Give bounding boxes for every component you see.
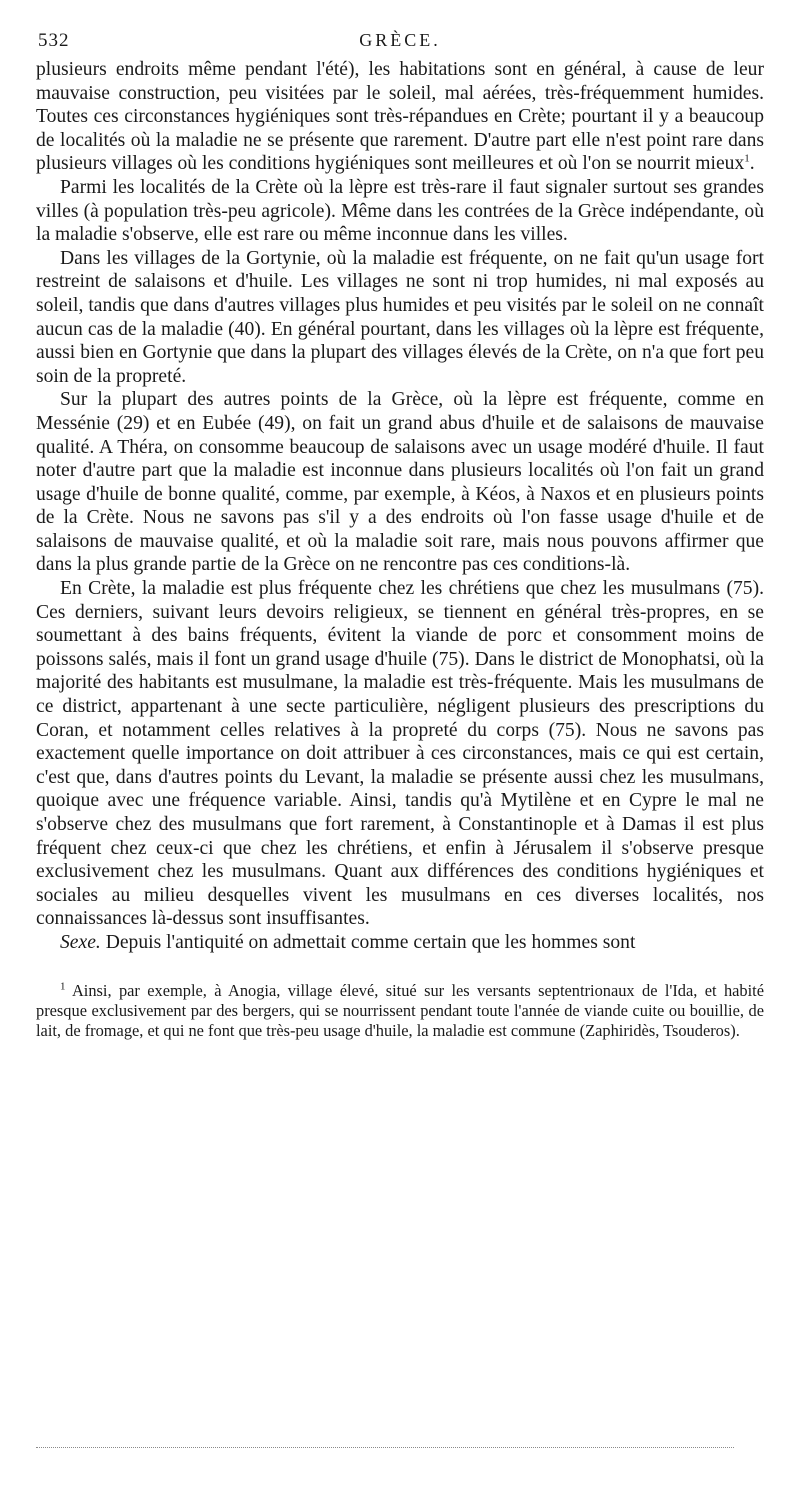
footnote-text: Ainsi, par exemple, à Anogia, village élevé, situé sur les versants septentrionaux de l'Ida, et habité presque exclusivement par des bergers, qui se nourrissent pendant toute l'année de viande cuite ou bouillie, de lait, de fromage, et qui ne font que très-peu usage d'huile, la maladie est commune (Zaphiridès, Tsouderos). <box>36 980 764 1041</box>
paragraph-continued <box>36 58 764 176</box>
footnote-mark: 1 <box>60 980 66 993</box>
paragraph-cities: Parmi les localités de la Crète où la lèpre est très-rare il faut signaler surtout ses grandes villes (à population très-peu agricole). Même dans les contrées de la Grèce indépendante, où la maladie s'observe, elle est rare ou même inconnue dans les villes. <box>36 176 764 246</box>
bottom-dotted-rule <box>36 1447 734 1448</box>
paragraph-text: Depuis l'antiquité on admettait comme certain que les hommes sont <box>100 931 636 953</box>
paragraph-gortynie: Dans les villages de la Gortynie, où la maladie est fréquente, on ne fait qu'un usage fort restreint de salaisons et d'huile. Les villages ne sont ni trop humides, ni mal exposés au soleil, tandis que dans d'autres villages plus humides et peu visités par le soleil on ne connaît aucun cas de la maladie (40). En général pourtant, dans les villages où la lèpre est fréquente, aussi bien en Gortynie que dans la plupart des villages élevés de la Crète, on n'a que fort peu soin de la propreté. <box>36 247 764 387</box>
running-title: GRÈCE. <box>359 30 441 50</box>
paragraph-musulmans: En Crète, la maladie est plus fréquente chez les chrétiens que chez les musulmans (75). Ces derniers, suivant leurs devoirs religieux, se tiennent en général très-propres, en se soumettant à des bains fréquents, évitent la viande de porc et consomment moins de poissons salés, mais il font un grand usage d'huile (75). Dans le district de Monophatsi, où la majorité des habitants est musulmane, la maladie est très-fréquente. Mais les musulmans de ce district, appartenant à une secte particulière, négligent plusieurs des prescriptions du Coran, et notamment celles relatives à la propreté du corps (75). Nous ne savons pas exactement quelle importance on doit attribuer à ces circonstances, mais ce qui est certain, c'est que, dans d'autres points du Levant, la maladie se présente aussi chez les musulmans, quoique avec une fréquence variable. Ainsi, tandis qu'à Mytilène et en Cypre le mal ne s'observe chez des musulmans que fort rarement, à Constantinople et à Damas il est plus fréquent chez ceux-ci que chez les chrétiens, et enfin à Jérusalem il s'observe presque exclusivement chez les musulmans. Quant aux différences des conditions hygiéniques et sociales au milieu desquelles vivent les musulmans en ces diverses localités, nos connaissances là-dessus sont insuffisantes. <box>36 578 764 930</box>
running-head <box>36 28 764 58</box>
paragraph-text: plusieurs endroits même pendant l'été), les habitations sont en général, à cause de leur mauvaise construction, peu visitées par le soleil, mal aérées, très-fréquemment humides. Toutes ces circonstances hygiéniques sont très-répandues en Crète; pourtant il y a beaucoup de localités où la maladie ne se présente que rarement. D'autre part elle n'est point rare dans plusieurs villages où les conditions hygiéniques sont meilleures et où l'on se nourrit mieux <box>36 59 764 175</box>
paragraph-grece: Sur la plupart des autres points de la Grèce, où la lèpre est fréquente, comme en Messénie (29) et en Eubée (49), on fait un grand abus d'huile et de salaisons de mauvaise qualité. A Théra, on consomme beaucoup de salaisons avec un usage modéré d'huile. Il faut noter d'autre part que la maladie est inconnue dans plusieurs localités où l'on fait un grand usage d'huile de bonne qualité, comme, par exemple, à Kéos, à Naxos et en plusieurs points de la Crète. Nous ne savons pas s'il y a des endroits où l'on fasse usage d'huile et de salaisons de mauvaise qualité, et où la maladie soit rare, mais nous pouvons affirmer que dans la plus grande partie de la Grèce on ne rencontre pas ces conditions-là. <box>36 389 764 576</box>
paragraph-end: . <box>749 153 755 175</box>
page-number: 532 <box>38 30 70 51</box>
section-lead: Sexe. <box>60 931 101 953</box>
footnote-reference: 1 <box>744 152 750 165</box>
footnote <box>36 981 764 1042</box>
main-text <box>36 58 764 955</box>
footnotes <box>36 981 764 1042</box>
paragraph-sexe <box>36 931 764 955</box>
